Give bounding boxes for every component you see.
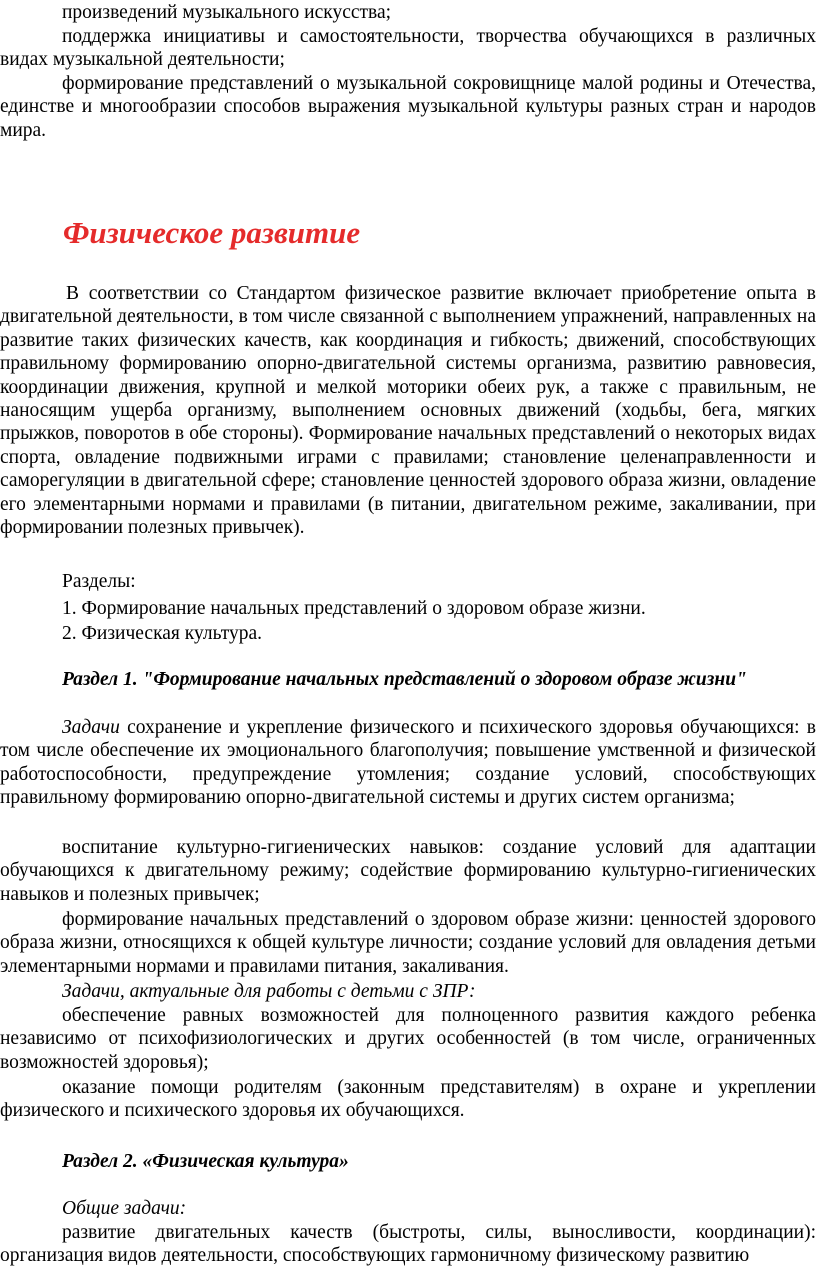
part1-zpr-paragraph-2: оказание помощи родителям (законным представителям) в охране и укреплении физического и психического здоровья их обучающихся.: [0, 1077, 816, 1122]
intro-paragraph-1: поддержка инициативы и самостоятельности, творчества обучающихся в различных видах музыкальной деятельности;: [0, 26, 816, 71]
section-title: Физическое развитие: [63, 215, 361, 250]
standard-paragraph: В соответствии со Стандартом физическое развитие включает приобретение опыта в двигательной деятельности, в том числе связанной с выполнением упражнений, направленных на развитие таких физических качеств, как координация и гибкость; движений, способствующих правильному формированию опорно-двигательной системы организма, развитию равновесия, координации движения, крупной и мелкой моторики обеих рук, а также с правильным, не наносящим ущерба организму, выполнением основных движений (ходьбы, бега, мягких прыжков, поворотов в обе стороны). Формирование начальных представлений о некоторых видах спорта, овладение подвижными играми с правилами; становление целенаправленности и саморегуляции в двигательной сфере; становление ценностей здорового образа жизни, овладение его элементарными нормами и правилами (в питании, двигательном режиме, закаливании, при формировании полезных привычек).: [0, 283, 816, 539]
sections-list-item-1: 1. Формирование начальных представлений о здоровом образе жизни.: [62, 598, 646, 619]
part2-title: Раздел 2. «Физическая культура»: [62, 1151, 349, 1172]
part2-general-paragraph: развитие двигательных качеств (быстроты, силы, выносливости, координации): организация видов деятельности, способствующих гармоничному физическому развитию: [0, 1222, 816, 1267]
sections-list-item-2: 2. Физическая культура.: [62, 623, 263, 644]
part1-paragraph-3: формирование начальных представлений о здоровом образе жизни: ценностей здорового образа жизни, относящихся к общей культуре личности; создание условий для овладения детьми элементарными нормами и правилами питания, закаливания.: [0, 909, 816, 977]
part1-tasks-text: сохранение и укрепление физического и психического здоровья обучающихся: в том числе обеспечение их эмоционального благополучия; повышение умственной и физической работоспособности, предупреждение утомления; создание условий, способствующих правильному формированию опорно-двигательной системы и других систем организма;: [0, 717, 816, 809]
sections-label: Разделы:: [62, 571, 136, 592]
part1-zpr-paragraph-1: обеспечение равных возможностей для полноценного развития каждого ребенка независимо от психофизиологических и других особенностей (в том числе, ограниченных возможностей здоровья);: [0, 1005, 816, 1073]
intro-line: произведений музыкального искусства;: [62, 2, 392, 23]
part2-general-label: Общие задачи:: [62, 1198, 187, 1219]
part1-zpr-label: Задачи, актуальные для работы с детьми с ЗПР:: [62, 981, 476, 1002]
part1-paragraph-2: воспитание культурно-гигиенических навыков: создание условий для адаптации обучающихся к двигательному режиму; содействие формированию культурно-гигиенических навыков и полезных привычек;: [0, 837, 816, 905]
part1-tasks-paragraph: [0, 716, 816, 810]
part1-tasks-label: Задачи: [62, 717, 120, 738]
part1-title: Раздел 1. "Формирование начальных представлений о здоровом образе жизни": [62, 669, 747, 690]
intro-paragraph-2: формирование представлений о музыкальной сокровищнице малой родины и Отечества, единстве и многообразии способов выражения музыкальной культуры разных стран и народов мира.: [0, 73, 816, 141]
